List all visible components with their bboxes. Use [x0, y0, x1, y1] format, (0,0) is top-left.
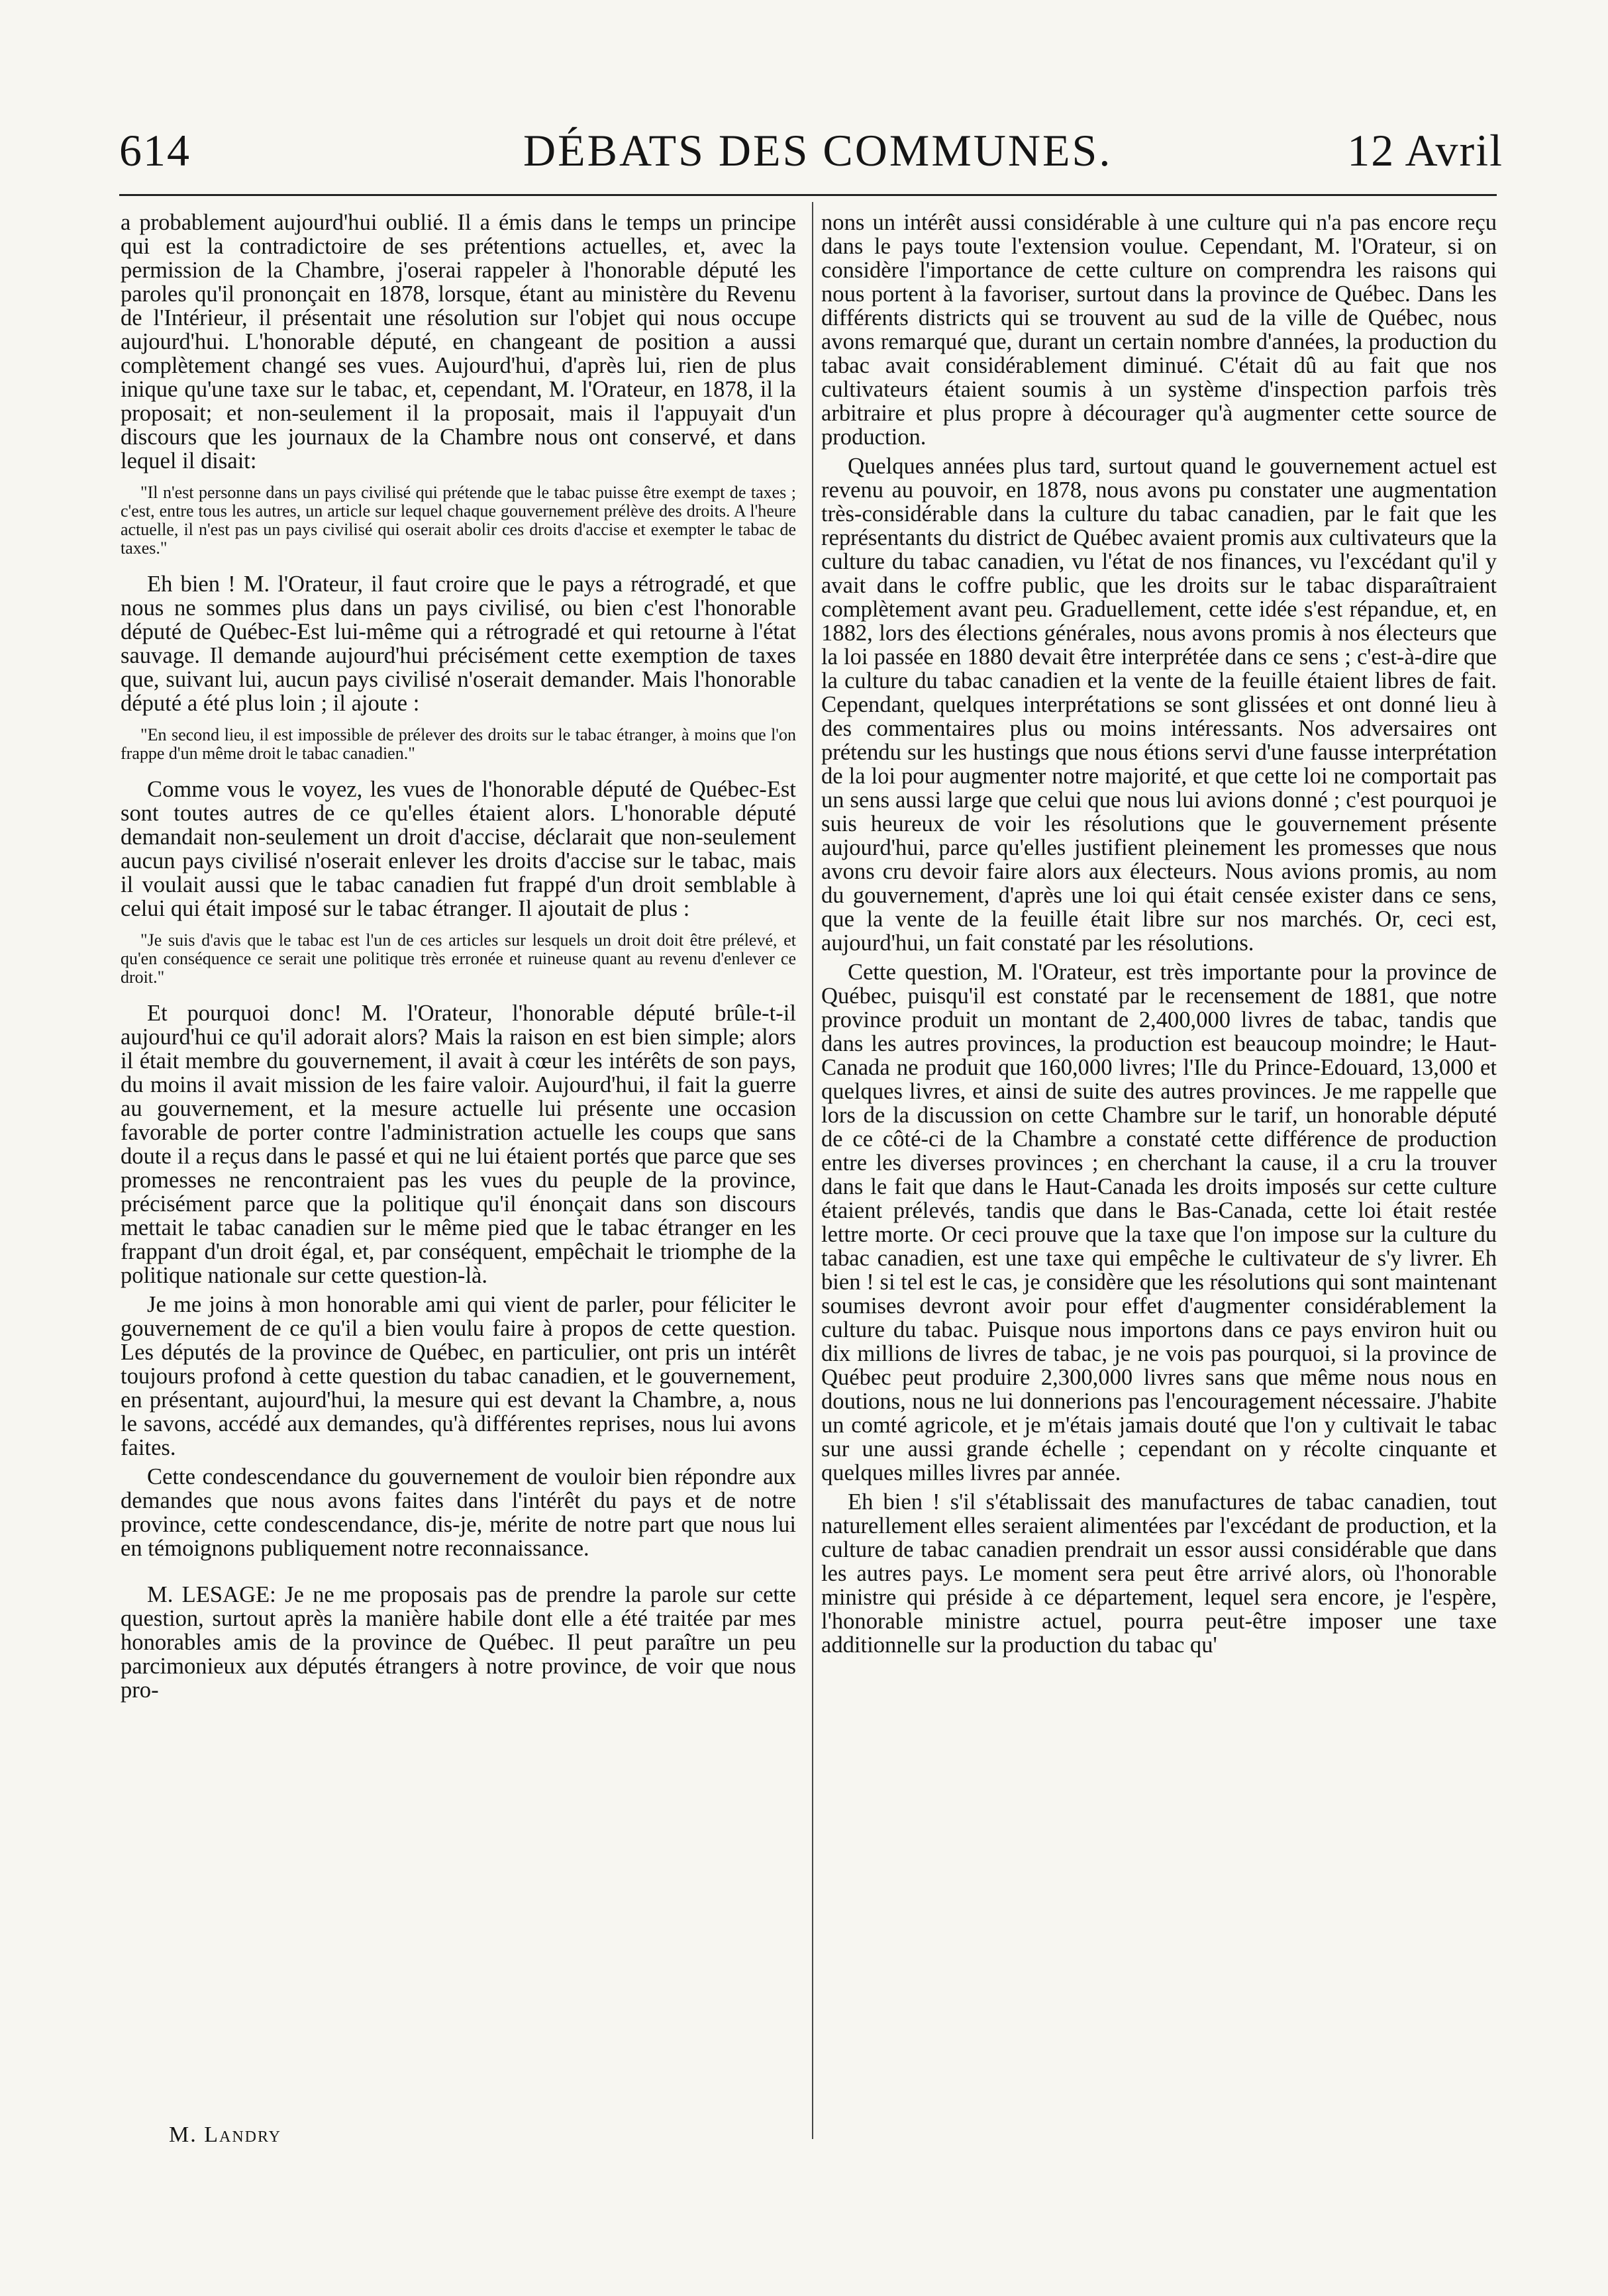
left-column: [121, 211, 796, 1707]
paragraph: Cette question, M. l'Orateur, est très importante pour la province de Québec, puisqu'il est constaté par le recensement de 1881, que notre province produit un montant de 2,400,000 livres de tabac, tandis que dans les autres provinces, la production est beaucoup moindre; le Haut-Canada ne produit que 160,000 livres; l'Ile du Prince-Edouard, 13,000 et quelques livres, et ainsi de suite des autres provinces. Je me rappelle que lors de la discussion on cette Chambre sur le tarif, un honorable député de ce côté-ci de la Chambre a constaté cette différence de production entre les diverses provinces ; en cherchant la cause, il a cru la trouver dans le fait que dans le Haut-Canada les droits imposés sur cette culture étaient prélevés, tandis que dans le Bas-Canada, cette loi était restée lettre morte. Or ceci prouve que la taxe que l'on impose sur la culture du tabac canadien, est une taxe qui empêche le cultivateur de s'y livrer. Eh bien ! si tel est le cas, je considère que les résolutions qui sont maintenant soumises devront avoir pour effet d'augmenter considérablement la culture du tabac. Puisque nous importons dans ce pays environ huit ou dix millions de livres de tabac, je ne vois pas pourquoi, si la province de Québec peut produire 2,300,000 livres sans que même nous nous en doutions, nous ne lui donnerions pas l'encouragement nécessaire. J'habite un comté agricole, et je m'étais jamais douté que l'on y cultivait le tabac sur une aussi grande échelle ; cependant on y récolte cinquante et quelques milles livres par année.: [821, 960, 1497, 1485]
block-quote: "Je suis d'avis que le tabac est l'un de ces articles sur lesquels un droit doit être prélevé, et qu'en conséquence ce serait une politique très erronée et ruineuse quant au revenu d'enlever ce droit.": [121, 930, 796, 987]
paragraph: a probablement aujourd'hui oublié. Il a émis dans le temps un principe qui est la contradictoire de ses prétentions actuelles, et, avec la permission de la Chambre, j'oserai rappeler à l'honorable député les paroles qu'il prononçait en 1878, lorsque, étant au ministère du Revenu de l'Intérieur, il présentait une résolution sur l'objet qui nous occupe aujourd'hui. L'honorable député, en changeant de position a aussi complètement changé ses vues. Aujourd'hui, d'après lui, rien de plus inique qu'une taxe sur le tabac, et, cependant, M. l'Orateur, en 1878, il la proposait; et non-seulement il la proposait, mais il l'appuyait d'un discours que les journaux de la Chambre nous ont conservé, et dans lequel il disait:: [121, 210, 796, 474]
footer-signature: M. Landry: [169, 2122, 282, 2147]
paragraph: Eh bien ! s'il s'établissait des manufactures de tabac canadien, tout naturellement elles seraient alimentées par l'excédant de production, et la culture de tabac canadien prendrait un essor aussi considérable que dans les autres pays. Le moment sera peut être arrivé alors, où l'honorable ministre qui préside à ce département, lequel sera encore, je l'espère, l'honorable ministre actuel, pourra peut-être imposer une taxe additionnelle sur la production du tabac qu': [821, 1489, 1497, 1658]
speaker-paragraph: M. LESAGE: Je ne me proposais pas de prendre la parole sur cette question, surtout après la manière habile dont elle a été traitée par mes honorables amis de la province de Québec. Il peut paraître un peu parcimonieux aux députés étrangers à notre province, de voir que nous pro-: [121, 1582, 796, 1703]
paragraph: Eh bien ! M. l'Orateur, il faut croire que le pays a rétrogradé, et que nous ne sommes plus dans un pays civilisé, ou bien c'est l'honorable député de Québec-Est lui-même qui a rétrogradé et qui retourne à l'état sauvage. Il demande aujourd'hui précisément cette exemption de taxes que, suivant lui, aucun pays civilisé n'oserait demander. Mais l'honorable député a été plus loin ; il ajoute :: [121, 572, 796, 716]
column-divider: [812, 202, 813, 2139]
paragraph: Comme vous le voyez, les vues de l'honorable député de Québec-Est sont toutes autres de ce qu'elles étaient alors. L'honorable député demandait non-seulement un droit d'accise, déclarait que non-seulement aucun pays civilisé n'oserait enlever les droits d'accise sur le tabac, mais il voulait aussi que le tabac canadien fut frappé d'un droit semblable à celui qui était imposé sur le tabac étranger. Il ajoutait de plus :: [121, 777, 796, 921]
page-number: 614: [119, 125, 191, 175]
page-header: [119, 119, 1510, 185]
page-date: 12 Avril: [1347, 125, 1503, 175]
block-quote: "En second lieu, il est impossible de prélever des droits sur le tabac étranger, à moins que l'on frappe d'un même droit le tabac canadien.": [121, 725, 796, 763]
paragraph: nons un intérêt aussi considérable à une culture qui n'a pas encore reçu dans le pays toute l'extension voulue. Cependant, M. l'Orateur, si on considère l'importance de cette culture on comprendra les raisons qui nous portent à la favoriser, surtout dans la province de Québec. Dans les différents districts qui se trouvent au sud de la ville de Québec, nous avons remarqué que, durant un certain nombre d'années, la production du tabac avait considérablement diminué. C'était dû au fait que nos cultivateurs étaient soumis à un système d'inspection parfois très arbitraire et plus propre à décourager qu'à augmenter cette source de production.: [821, 210, 1497, 450]
header-rule: [119, 194, 1497, 196]
paragraph: Cette condescendance du gouvernement de vouloir bien répondre aux demandes que nous avons faites dans l'intérêt du pays et de notre province, cette condescendance, dis-je, mérite de notre part que nous lui en témoignons publiquement notre reconnaissance.: [121, 1464, 796, 1561]
paragraph: Quelques années plus tard, surtout quand le gouvernement actuel est revenu au pouvoir, en 1878, nous avons pu constater une augmentation très-considérable dans la culture du tabac canadien, par le fait que les représentants du district de Québec avaient promis aux cultivateurs que la culture du tabac canadien, vu l'état de nos finances, vu l'excédant qu'il y avait dans le coffre public, que les droits sur le tabac disparaîtraient complètement avant peu. Graduellement, cette idée s'est répandue, et, en 1882, lors des élections générales, nous avons promis à nos électeurs que la loi passée en 1880 devait être interprétée dans ce sens ; c'est-à-dire que la culture du tabac canadien et la vente de la feuille étaient libres de fait. Cependant, quelques interprétations se sont glissées et ont donné lieu à des commentaires plus ou moins intéressants. Nos adversaires ont prétendu sur les hustings que nous étions servi d'une fausse interprétation de la loi pour augmenter notre majorité, et que cette loi ne comportait pas un sens aussi large que celui que nous lui avions donné ; c'est pourquoi je suis heureux de voir les résolutions que le gouvernement présente aujourd'hui, parce qu'elles justifient pleinement les promesses que nous avons cru devoir faire alors aux électeurs. Nous avions promis, au nom du gouvernement, d'après une loi qui était censée exister dans ce sens, que la vente de la feuille était libre sur nos marchés. Or, ceci est, aujourd'hui, un fait constaté par les résolutions.: [821, 454, 1497, 956]
block-quote: "Il n'est personne dans un pays civilisé qui prétende que le tabac puisse être exempt de taxes ; c'est, entre tous les autres, un article sur lequel chaque gouvernement prélève des droits. A l'heure actuelle, il n'est pas un pays civilisé qui oserait abolir ces droits d'accise et exempter le tabac de taxes.": [121, 483, 796, 558]
paragraph: Je me joins à mon honorable ami qui vient de parler, pour féliciter le gouvernement de ce qu'il a bien voulu faire à propos de cette question. Les députés de la province de Québec, en particulier, ont pris un intérêt toujours profond à cette question du tabac canadien, et le gouvernement, en présentant, aujourd'hui, la mesure qui est devant la Chambre, a, nous le savons, accédé aux demandes, qu'à différentes reprises, nous lui avons faites.: [121, 1292, 796, 1460]
page-title: DÉBATS DES COMMUNES.: [523, 125, 1113, 175]
right-column: [821, 211, 1497, 1662]
paragraph: Et pourquoi donc! M. l'Orateur, l'honorable député brûle-t-il aujourd'hui ce qu'il adorait alors? Mais la raison en est bien simple; alors il était membre du gouvernement, il avait à cœur les intérêts de son pays, du moins il avait mission de les faire valoir. Aujourd'hui, il fait la guerre au gouvernement, et la mesure actuelle lui présente une occasion favorable de porter contre l'administration actuelle les coups que sans doute il a reçus dans le passé et qui ne lui étaient portés que parce que ses promesses ne rencontraient pas les vues du peuple de la province, précisément parce que la politique qu'il énonçait dans son discours mettait le tabac canadien sur le même pied que le tabac étranger en les frappant d'un droit égal, et, par conséquent, empêchait le triomphe de la politique nationale sur cette question-là.: [121, 1001, 796, 1288]
